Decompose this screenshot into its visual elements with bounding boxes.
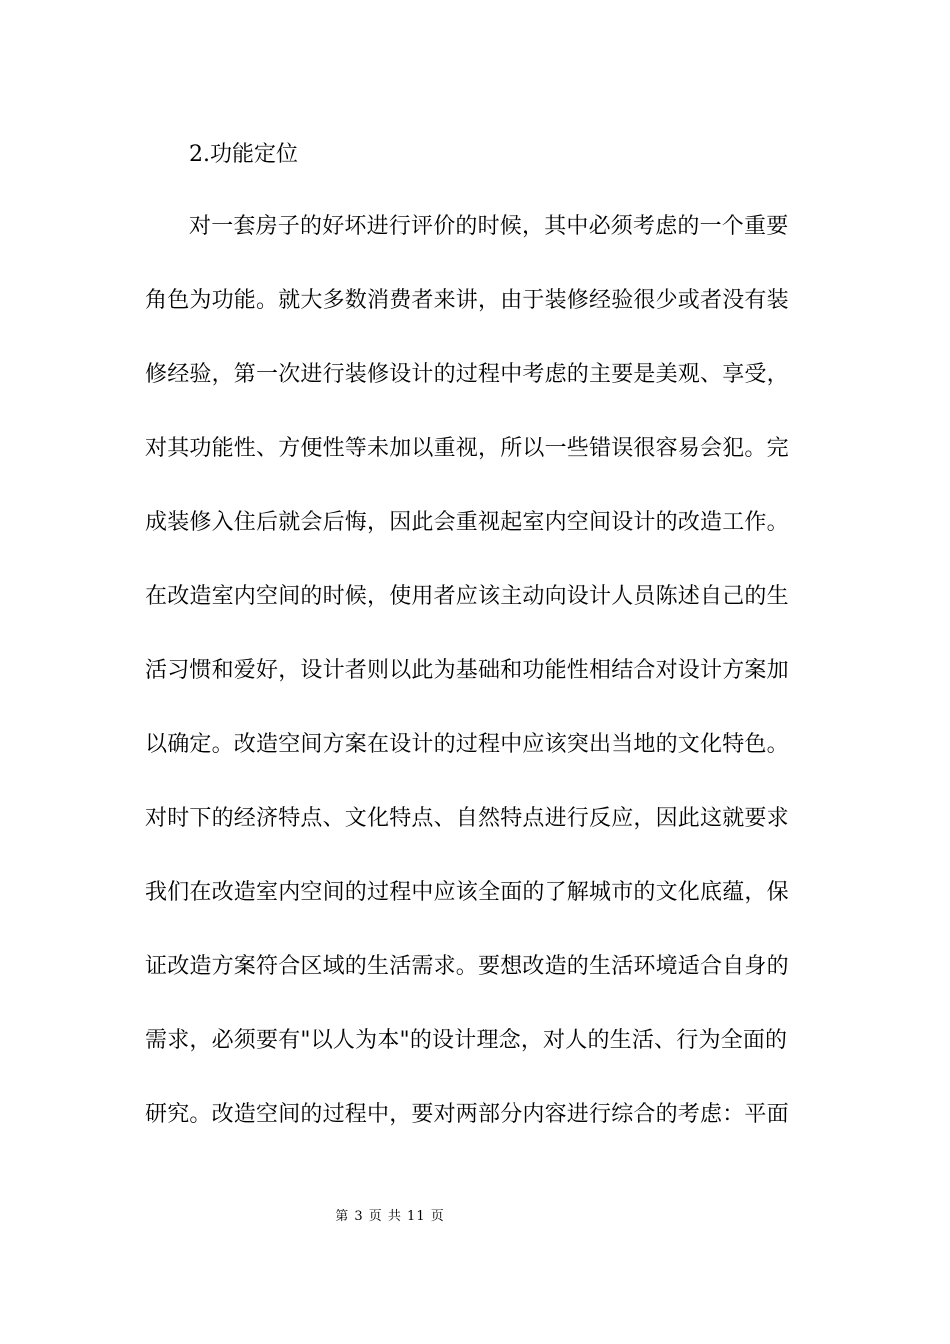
paragraph-line: 修经验，第一次进行装修设计的过程中考虑的主要是美观、享受， xyxy=(145,362,789,387)
paragraph-line: 对时下的经济特点、文化特点、自然特点进行反应，因此这就要求 xyxy=(145,806,789,831)
paragraph-line: 研究。改造空间的过程中，要对两部分内容进行综合的考虑：平面 xyxy=(145,1102,789,1127)
paragraph-line: 成装修入住后就会后悔，因此会重视起室内空间设计的改造工作。 xyxy=(145,510,789,535)
paragraph-line: 活习惯和爱好，设计者则以此为基础和功能性相结合对设计方案加 xyxy=(145,658,789,683)
section-heading: 2.功能定位 xyxy=(189,142,298,167)
paragraph-line: 我们在改造室内空间的过程中应该全面的了解城市的文化底蕴，保 xyxy=(145,880,789,905)
paragraph-line: 在改造室内空间的时候，使用者应该主动向设计人员陈述自己的生 xyxy=(145,584,789,609)
paragraph-line: 角色为功能。就大多数消费者来讲，由于装修经验很少或者没有装 xyxy=(145,288,789,313)
paragraph-line: 以确定。改造空间方案在设计的过程中应该突出当地的文化特色。 xyxy=(145,732,789,757)
page-number-footer: 第 3 页 共 11 页 xyxy=(335,1209,445,1224)
paragraph-line: 证改造方案符合区域的生活需求。要想改造的生活环境适合自身的 xyxy=(145,954,789,979)
paragraph-line: 需求，必须要有"以人为本"的设计理念，对人的生活、行为全面的 xyxy=(145,1028,788,1053)
paragraph-line: 对其功能性、方便性等未加以重视，所以一些错误很容易会犯。完 xyxy=(145,436,789,461)
paragraph-line: 对一套房子的好坏进行评价的时候，其中必须考虑的一个重要 xyxy=(189,214,789,239)
